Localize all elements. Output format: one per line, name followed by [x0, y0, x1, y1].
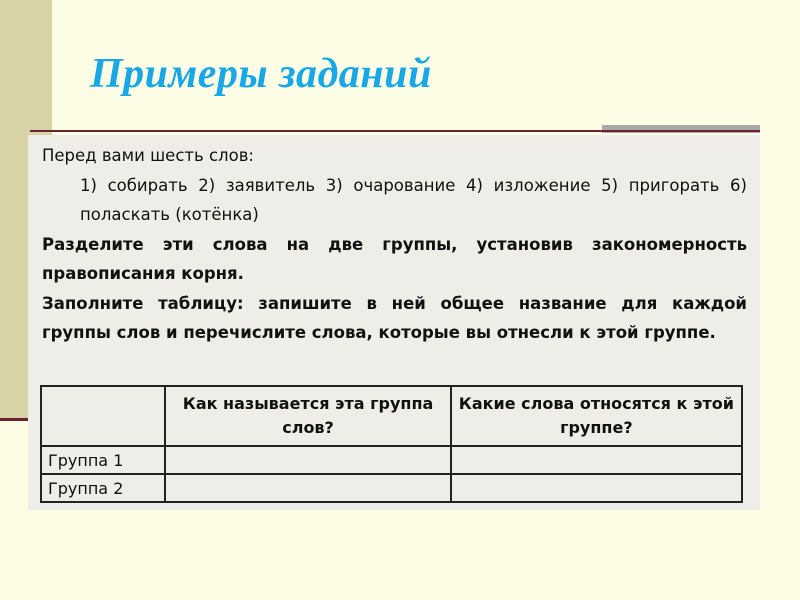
slide-title: Примеры заданий: [90, 51, 432, 97]
table-header-cell: Как называется эта группа слов?: [165, 386, 450, 446]
scanned-task-image: [28, 135, 760, 510]
table-header-cell: [41, 386, 165, 446]
table-row-label: Группа 1: [41, 446, 165, 474]
table-header-cell: Какие слова относятся к этой группе?: [451, 386, 742, 446]
header-rule: [30, 130, 760, 132]
table-row: [41, 446, 742, 474]
task-words: 1) собирать 2) заявитель 3) очарование 4) изложение 5) пригорать 6) поласкать (котёнка): [80, 175, 747, 224]
table-cell: [451, 446, 742, 474]
table-header-row: [41, 386, 742, 446]
task-instruction-table: Заполните таблицу: запишите в ней общее название для каждой группы слов и перечислите слова, которые вы отнесли к этой группе.: [42, 293, 747, 342]
task-text: [42, 141, 747, 348]
answer-table: [40, 385, 743, 503]
table-cell: [165, 474, 450, 502]
table-row: [41, 474, 742, 502]
table-row-label: Группа 2: [41, 474, 165, 502]
table-cell: [451, 474, 742, 502]
table-cell: [165, 446, 450, 474]
task-instruction-group: Разделите эти слова на две группы, установив закономерность правописания корня.: [42, 234, 747, 283]
task-intro: Перед вами шесть слов:: [42, 146, 254, 165]
